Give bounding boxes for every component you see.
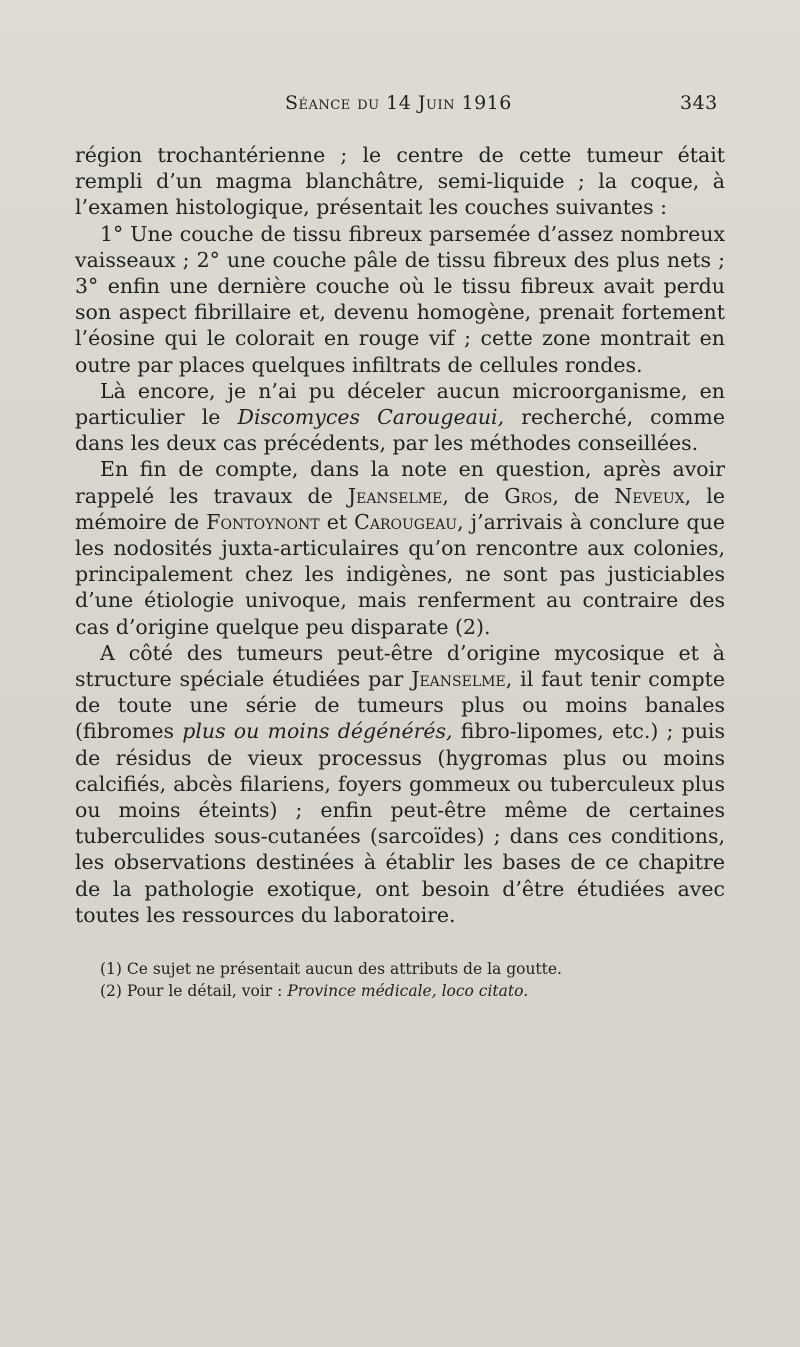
running-title: Séance du 14 Juin 1916 <box>285 92 512 114</box>
author-name: Gros <box>504 483 553 508</box>
author-name: Neveux <box>614 483 685 508</box>
text-span: , de <box>442 483 505 508</box>
author-name: Jeanselme <box>347 483 443 508</box>
page-header <box>0 88 800 118</box>
text-span: et <box>319 509 355 534</box>
italic-phrase: plus ou moins dégénérés, <box>182 719 453 744</box>
paragraph-5 <box>75 640 725 928</box>
text-span: , j’arrivais à conclure que les nodosités juxta-articulaires qu’on rencontre aux colonies, principalement chez les indigènes, ne sont pas justiciables d’une étiologie univoque, mais renferment au contraire des cas d’origine quelque peu disparate (2). <box>75 509 725 639</box>
text-span: , le mémoire de <box>75 483 725 534</box>
body-text <box>75 142 725 928</box>
text-span: recherché, comme dans les deux cas précédents, par les méthodes conseillées. <box>75 405 726 456</box>
italic-citation: Province médicale, loco citato. <box>287 982 529 1000</box>
paragraph-1: région trochantérienne ; le centre de cette tumeur était rempli d’un magma blanchâtre, semi-liquide ; la coque, à l’examen histologique, présentait les couches suivantes : <box>75 143 725 220</box>
paragraph-3 <box>75 378 725 457</box>
footnotes <box>100 958 740 1002</box>
italic-species-name: Discomyces Carougeaui, <box>237 405 505 430</box>
page-number: 343 <box>680 92 718 114</box>
text-span: Là encore, je n’ai pu déceler aucun microorganisme, en particulier le <box>75 378 725 430</box>
text-span: (2) Pour le détail, voir : <box>100 982 288 1000</box>
text-span: A côté des tumeurs peut-être d’origine mycosique et à structure spéciale étudiées par <box>75 640 725 692</box>
paragraph-2: 1° Une couche de tissu fibreux parsemée d’assez nombreux vaisseaux ; 2° une couche pâle de tissu fibreux des plus nets ; 3° enfin une dernière couche où le tissu fibreux avait perdu son aspect fibrillaire et, devenu homogène, prenait fortement l’éosine qui le colorait en rouge vif ; cette zone montrait en outre par places quelques infiltrats de cellules rondes. <box>75 221 725 377</box>
text-span: , il faut tenir compte de toute une série de tumeurs plus ou moins banales (fibromes <box>75 667 725 744</box>
author-name: Fontoynont <box>206 509 320 534</box>
paragraph-4 <box>75 456 725 639</box>
text-span: En fin de compte, dans la note en question, après avoir rappelé les travaux de <box>75 457 725 508</box>
text-span: fibro-lipomes, etc.) ; puis de résidus de vieux processus (hygromas plus ou moins calcifiés, abcès filariens, foyers gommeux ou tuberculeux plus ou moins éteints) ; enfin peut-être même de certaines tuberculides sous-cutanées (sarcoïdes) ; dans ces conditions, les observations destinées à établir les bases de ce chapitre de la pathologie exotique, ont besoin d’être étudiées avec toutes les ressources du laboratoire. <box>75 719 725 927</box>
author-name: Jeanselme <box>411 667 506 692</box>
text-span: , de <box>552 483 615 508</box>
footnote-2 <box>100 980 740 1002</box>
author-name: Carougeau <box>354 509 458 534</box>
footnote-1: (1) Ce sujet ne présentait aucun des attributs de la goutte. <box>100 960 562 978</box>
